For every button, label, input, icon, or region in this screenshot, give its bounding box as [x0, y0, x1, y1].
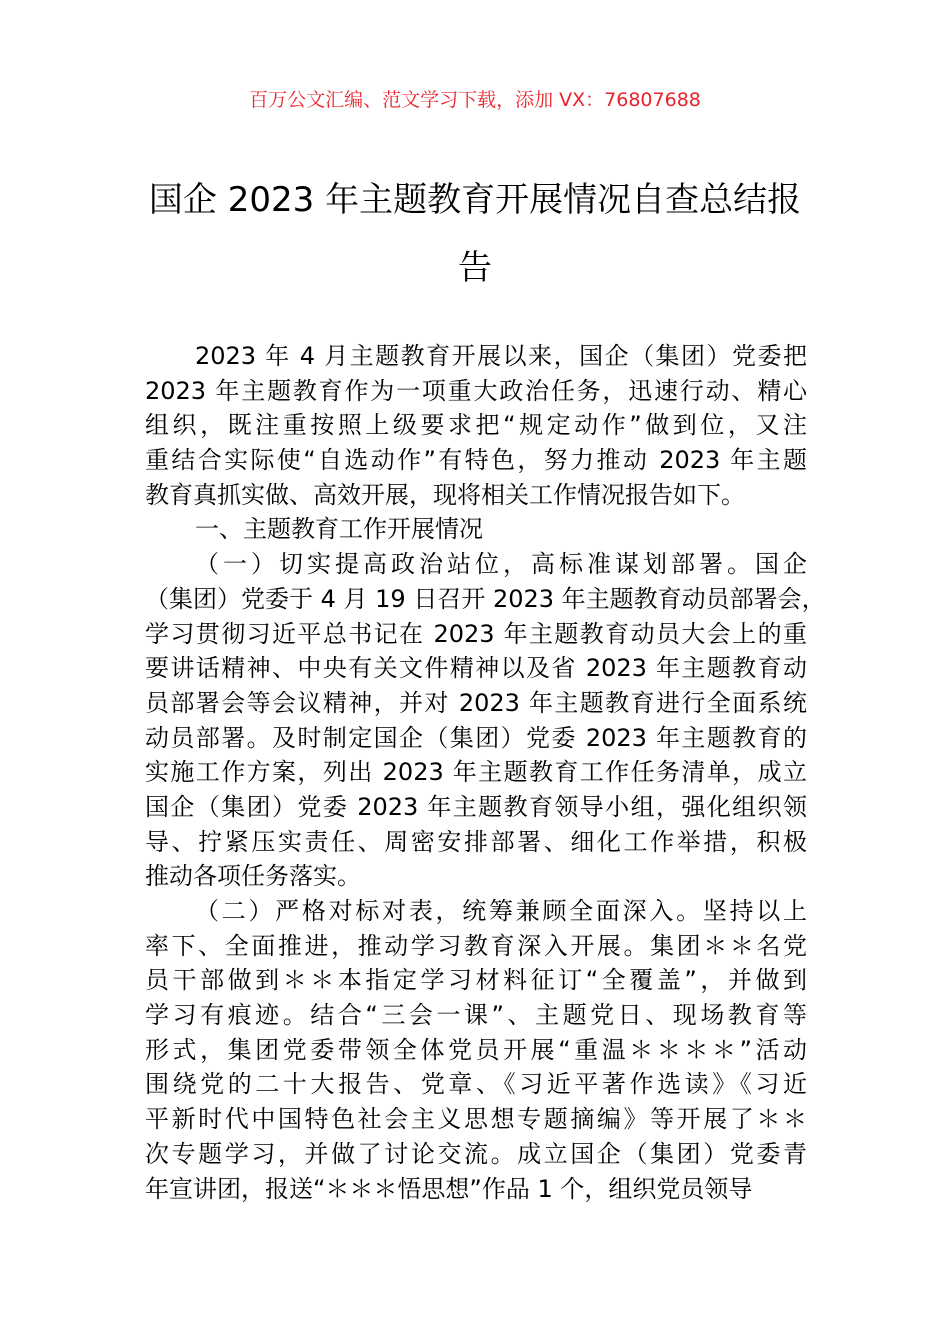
title-line: 国企 2023 年主题教育开展情况自查总结报 — [148, 180, 802, 220]
text-line: 学习贯彻习近平总书记在 2023 年主题教育动员大会上的重 — [145, 619, 807, 648]
text-line: 动员部署。及时制定国企（集团）党委 2023 年主题教育的 — [145, 723, 807, 752]
text-line: 2023 年 4 月主题教育开展以来，国企（集团）党委把 — [195, 342, 807, 370]
text-line: 实施工作方案，列出 2023 年主题教育工作任务清单，成立 — [145, 758, 807, 787]
text-line: 要讲话精神、中央有关文件精神以及省 2023 年主题教育动 — [145, 654, 807, 683]
text-line: 国企（集团）党委 2023 年主题教育领导小组，强化组织领 — [145, 792, 807, 821]
text-line: 次专题学习，并做了讨论交流。成立国企（集团）党委青 — [145, 1139, 807, 1168]
text-line: 年宣讲团，报送“＊＊＊悟思想”作品 1 个，组织党员领导 — [145, 1174, 753, 1203]
text-line: 重结合实际使“自选动作”有特色，努力推动 2023 年主题 — [145, 446, 807, 475]
text-line: （集团）党委于 4 月 19 日召开 2023 年主题教育动员部署会， — [145, 584, 826, 613]
text-line: 平新时代中国特色社会主义思想专题摘编》等开展了＊＊ — [145, 1105, 807, 1134]
text-line: 组织，既注重按照上级要求把“规定动作”做到位，又注 — [145, 411, 807, 440]
text-line: 率下、全面推进，推动学习教育深入开展。集团＊＊名党 — [145, 931, 807, 960]
text-line: 教育真抓实做、高效开展，现将相关工作情况报告如下。 — [145, 480, 745, 509]
paragraph — [145, 512, 807, 547]
document-body — [145, 339, 826, 1206]
paragraph — [145, 547, 826, 894]
text-line: （一）切实提高政治站位，高标准谋划部署。国企 — [195, 550, 807, 579]
text-line: 导、拧紧压实责任、周密安排部署、细化工作举措，积极 — [145, 827, 807, 856]
text-line: 学习有痕迹。结合“三会一课”、主题党日、现场教育等 — [145, 1001, 807, 1030]
text-line: 员部署会等会议精神，并对 2023 年主题教育进行全面系统 — [145, 688, 807, 717]
title-line: 告 — [458, 248, 492, 288]
text-line: 员干部做到＊＊本指定学习材料征订“全覆盖”，并做到 — [145, 966, 807, 995]
text-line: 围绕党的二十大报告、党章、《习近平著作选读》《习近 — [145, 1070, 807, 1099]
document-title — [0, 166, 950, 302]
text-line: 一、主题教育工作开展情况 — [195, 515, 483, 544]
watermark-header: 百万公文汇编、范文学习下载，添加 VX：76807688 — [249, 89, 701, 111]
paragraph — [145, 339, 807, 512]
text-line: （二）严格对标对表，统筹兼顾全面深入。坚持以上 — [195, 897, 807, 925]
paragraph — [145, 894, 807, 1206]
text-line: 推动各项任务落实。 — [145, 862, 361, 891]
text-line: 形式，集团党委带领全体党员开展“重温＊＊＊＊”活动 — [145, 1035, 807, 1064]
text-line: 2023 年主题教育作为一项重大政治任务，迅速行动、精心 — [145, 376, 807, 405]
